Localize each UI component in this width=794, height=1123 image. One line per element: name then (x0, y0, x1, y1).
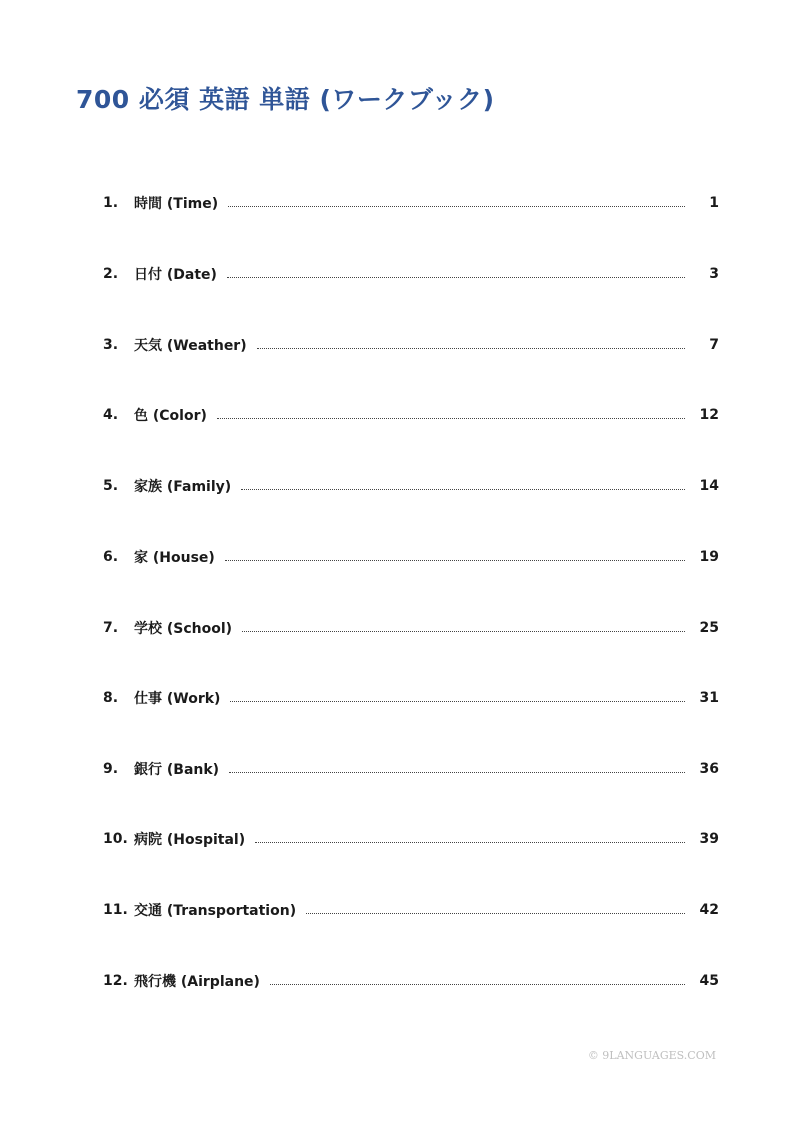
toc-entry-number: 8. (103, 690, 119, 706)
toc-entry-hospital[interactable] (103, 828, 719, 850)
toc-entry-title: 病院 (Hospital) (134, 832, 246, 848)
toc-dot-leader (228, 206, 685, 207)
toc-entry-title: 天気 (Weather) (134, 338, 247, 354)
toc-entry-house[interactable] (103, 546, 719, 568)
toc-entry-page: 12 (699, 407, 719, 423)
toc-entry-number: 2. (103, 266, 119, 282)
toc-entry-title: 色 (Color) (134, 408, 207, 424)
toc-entry-page: 36 (699, 761, 719, 777)
toc-dot-leader (255, 842, 685, 843)
toc-entry-time[interactable] (103, 192, 719, 214)
toc-dot-leader (241, 489, 685, 490)
toc-entry-number: 7. (103, 620, 119, 636)
toc-entry-title: 交通 (Transportation) (134, 903, 297, 919)
copyright-footer: © 9LANGUAGES.COM (587, 1049, 716, 1062)
page-title: 700 必須 英語 単語 (ワークブック) (76, 85, 495, 114)
toc-entry-number: 3. (103, 337, 119, 353)
toc-dot-leader (306, 913, 685, 914)
toc-entry-date[interactable] (103, 263, 719, 285)
toc-entry-title: 家族 (Family) (134, 479, 232, 495)
toc-entry-family[interactable] (103, 475, 719, 497)
toc-entry-title: 日付 (Date) (134, 267, 217, 283)
toc-entry-number: 5. (103, 478, 119, 494)
toc-entry-title: 仕事 (Work) (134, 691, 221, 707)
toc-dot-leader (230, 701, 685, 702)
toc-entry-page: 42 (699, 902, 719, 918)
toc-entry-number: 10. (103, 831, 128, 847)
toc-entry-number: 6. (103, 549, 119, 565)
toc-entry-page: 14 (699, 478, 719, 494)
toc-entry-page: 39 (699, 831, 719, 847)
toc-entry-page: 19 (699, 549, 719, 565)
toc-entry-number: 9. (103, 761, 119, 777)
toc-entry-airplane[interactable] (103, 970, 719, 992)
toc-entry-number: 1. (103, 195, 119, 211)
toc-entry-page: 25 (699, 620, 719, 636)
toc-dot-leader (270, 984, 685, 985)
toc-dot-leader (257, 348, 685, 349)
toc-entry-number: 11. (103, 902, 128, 918)
toc-entry-page: 1 (709, 195, 719, 211)
toc-entry-page: 3 (709, 266, 719, 282)
toc-entry-title: 銀行 (Bank) (134, 762, 220, 778)
toc-entry-title: 家 (House) (134, 550, 215, 566)
toc-entry-title: 学校 (School) (134, 621, 233, 637)
toc-entry-number: 4. (103, 407, 119, 423)
toc-entry-page: 31 (699, 690, 719, 706)
toc-entry-color[interactable] (103, 404, 719, 426)
toc-entry-number: 12. (103, 973, 128, 989)
toc-entry-transportation[interactable] (103, 899, 719, 921)
toc-dot-leader (229, 772, 685, 773)
toc-entry-page: 45 (699, 973, 719, 989)
toc-entry-title: 飛行機 (Airplane) (134, 974, 260, 990)
toc-entry-weather[interactable] (103, 334, 719, 356)
toc-dot-leader (225, 560, 685, 561)
toc-entry-school[interactable] (103, 617, 719, 639)
toc-entry-title: 時間 (Time) (134, 196, 219, 212)
toc-dot-leader (242, 631, 685, 632)
toc-dot-leader (227, 277, 685, 278)
toc-entry-page: 7 (709, 337, 719, 353)
toc-dot-leader (217, 418, 685, 419)
toc-entry-work[interactable] (103, 687, 719, 709)
toc-entry-bank[interactable] (103, 758, 719, 780)
